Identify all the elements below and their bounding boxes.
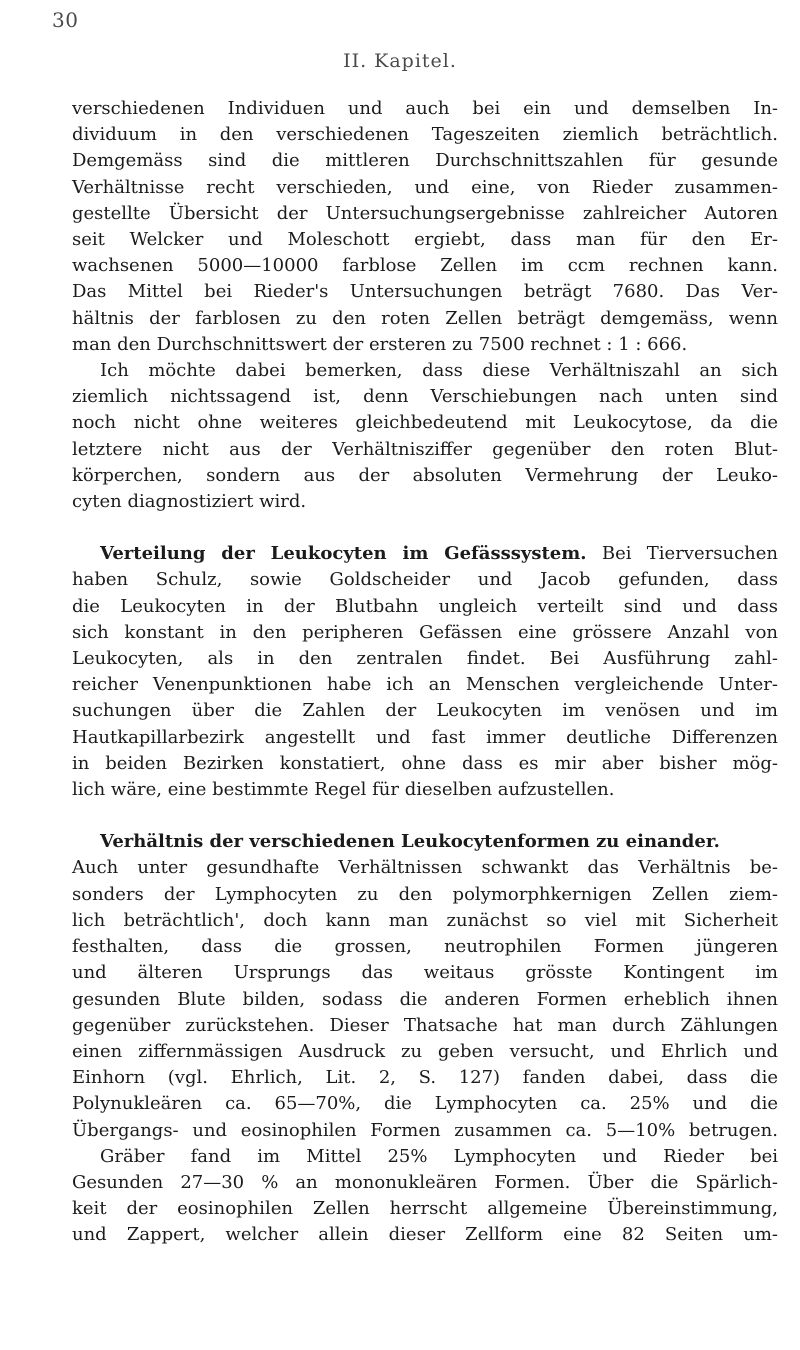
text-line: lich wäre, eine bestimmte Regel für dieselben aufzustellen. — [72, 779, 615, 801]
text-line: letztere nicht aus der Verhältnisziffer gegenüber den roten Blut- — [72, 438, 778, 460]
text-line: gegenüber zurückstehen. Dieser Thatsache hat man durch Zählungen — [72, 1014, 778, 1036]
text-line: noch nicht ohne weiteres gleichbedeutend mit Leukocytose, da die — [72, 412, 778, 434]
text-line — [72, 541, 778, 567]
text-line: verschiedenen Individuen und auch bei ein und demselben In- — [72, 98, 778, 119]
text-line: Übergangs- und eosinophilen Formen zusammen ca. 5—10% betrugen. — [72, 1119, 778, 1141]
text-line: lich beträchtlich', doch kann man zunächst so viel mit Sicherheit — [72, 909, 778, 931]
text-line: Einhorn (vgl. Ehrlich, Lit. 2, S. 127) fanden dabei, dass die — [72, 1067, 778, 1089]
text-line: Polynukleären ca. 65—70%, die Lymphocyten ca. 25% und die — [72, 1093, 778, 1115]
text-line: Leukocyten, als in den zentralen findet. Bei Ausführung zahl- — [72, 648, 778, 670]
text-line: man den Durchschnittswert der ersteren zu 7500 rechnet : 1 : 666. — [72, 333, 688, 355]
text-line: gesunden Blute bilden, sodass die anderen Formen erheblich ihnen — [72, 988, 778, 1010]
text-line: seit Welcker und Moleschott ergiebt, dass man für den Er- — [72, 229, 778, 251]
section-ratio-forms — [72, 829, 778, 1248]
text-line: Gesunden 27—30 % an mononukleären Formen. Über die Spärlich- — [72, 1171, 778, 1193]
text-line: Verhältnisse recht verschieden, und eine, von Rieder zusammen- — [72, 176, 778, 198]
text-line: festhalten, dass die grossen, neutrophilen Formen jüngeren — [72, 936, 778, 958]
heading-continuation: Bei Tierversuchen — [601, 543, 778, 565]
text-line: und Zappert, welcher allein dieser Zellform eine 82 Seiten um- — [72, 1224, 778, 1246]
page-number: 30 — [52, 8, 79, 32]
text-line: die Leukocyten in der Blutbahn ungleich verteilt sind und dass — [72, 595, 778, 617]
text-line: keit der eosinophilen Zellen herrscht allgemeine Übereinstimmung, — [72, 1198, 778, 1220]
section-distribution — [72, 541, 778, 803]
text-line: dividuum in den verschiedenen Tageszeiten ziemlich beträchtlich. — [72, 124, 778, 146]
paragraph-ratio-remark — [72, 358, 778, 515]
section-heading-ratio — [72, 829, 778, 855]
section-heading-text: Verhältnis der verschiedenen Leukocytenformen zu einander. — [100, 831, 720, 853]
text-line: suchungen über die Zahlen der Leukocyten im venösen und im — [72, 700, 778, 722]
section-heading-distribution: Verteilung der Leukocyten im Gefässsystem. — [100, 543, 587, 565]
text-line: und älteren Ursprungs das weitaus grösste Kontingent im — [72, 962, 778, 984]
text-line: Das Mittel bei Rieder's Untersuchungen beträgt 7680. Das Ver- — [72, 281, 778, 303]
text-line: Demgemäss sind die mittleren Durchschnittszahlen für gesunde — [72, 150, 778, 172]
text-line: hältnis der farblosen zu den roten Zellen beträgt demgemäss, wenn — [72, 307, 778, 329]
running-title: II. Kapitel. — [343, 50, 457, 72]
text-line: körperchen, sondern aus der absoluten Vermehrung der Leuko- — [72, 464, 778, 486]
text-line: gestellte Übersicht der Untersuchungsergebnisse zahlreicher Autoren — [72, 202, 778, 224]
text-line: in beiden Bezirken konstatiert, ohne dass es mir aber bisher mög- — [72, 752, 778, 774]
text-line: Auch unter gesundhafte Verhältnissen schwankt das Verhältnis be- — [72, 857, 778, 879]
text-line: einen ziffernmässigen Ausdruck zu geben versucht, und Ehrlich und — [72, 1040, 778, 1062]
text-line: ziemlich nichtssagend ist, denn Verschiebungen nach unten sind — [72, 386, 778, 408]
text-line: cyten diagnostiziert wird. — [72, 491, 307, 513]
text-line: haben Schulz, sowie Goldscheider und Jacob gefunden, dass — [72, 569, 778, 591]
text-line: Gräber fand im Mittel 25% Lymphocyten und Rieder bei — [100, 1145, 778, 1167]
text-line: sich konstant in den peripheren Gefässen eine grössere Anzahl von — [72, 621, 778, 643]
text-line: Hautkapillarbezirk angestellt und fast immer deutliche Differenzen — [72, 726, 778, 748]
text-line: wachsenen 5000—10000 farblose Zellen im ccm rechnen kann. — [72, 255, 778, 277]
paragraph-rieder-counts — [72, 96, 778, 358]
page-body — [72, 96, 778, 1249]
text-line: Ich möchte dabei bemerken, dass diese Verhältniszahl an sich — [100, 360, 778, 382]
text-line: reicher Venenpunktionen habe ich an Menschen vergleichende Unter- — [72, 674, 778, 696]
text-line: sonders der Lymphocyten zu den polymorphkernigen Zellen ziem- — [72, 883, 778, 905]
